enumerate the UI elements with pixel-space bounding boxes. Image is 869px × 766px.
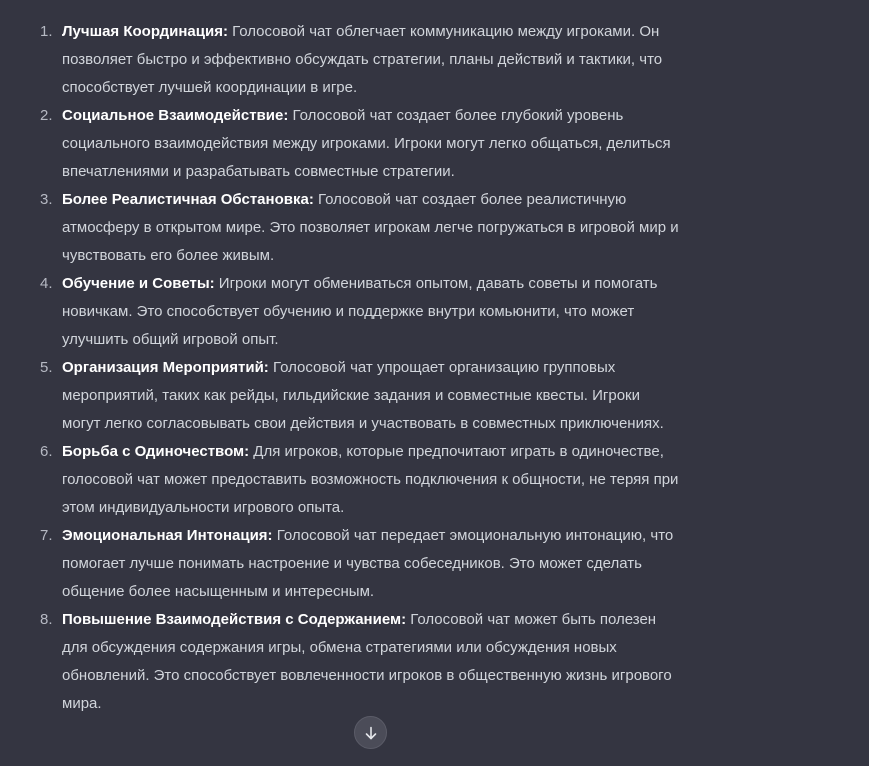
item-title: Социальное Взаимодействие: — [62, 107, 289, 124]
scroll-to-bottom-button[interactable] — [354, 716, 387, 749]
item-text: Голосовой чат создает более глубокий уровень социального взаимодействия между игроками. Игроки могут легко общаться, делиться впечатлениями и разрабатывать совместные стратегии. — [62, 107, 671, 180]
list-number: 5. — [40, 359, 53, 376]
list-number: 4. — [40, 275, 53, 292]
list-number: 3. — [40, 191, 53, 208]
item-text: Голосовой чат облегчает коммуникацию между игроками. Он позволяет быстро и эффективно обсуждать стратегии, планы действий и тактики, что способствует лучшей координации в игре. — [62, 23, 663, 96]
list-number: 7. — [40, 527, 53, 544]
item-text: Голосовой чат создает более реалистичную атмосферу в открытом мире. Это позволяет игрокам легче погружаться в игровой мир и чувствовать его более живым. — [62, 191, 679, 264]
item-text: Игроки могут обмениваться опытом, давать советы и помогать новичкам. Это способствует обучению и поддержке внутри комьюнити, что может улучшить общий игровой опыт. — [62, 275, 658, 348]
item-text: Голосовой чат передает эмоциональную интонацию, что помогает лучше понимать настроение и чувства собеседников. Это может сделать общение более насыщенным и интересным. — [62, 527, 674, 600]
list-item — [0, 102, 869, 186]
item-text: Голосовой чат упрощает организацию групповых мероприятий, таких как рейды, гильдийские задания и совместные квесты. Игроки могут легко согласовывать свои действия и участвовать в совместных приключениях. — [62, 359, 664, 432]
item-title: Эмоциональная Интонация: — [62, 527, 273, 544]
item-text: Для игроков, которые предпочитают играть в одиночестве, голосовой чат может предоставить возможность подключения к общности, не теряя при этом индивидуальности игрового опыта. — [62, 443, 679, 516]
assistant-message — [0, 18, 869, 718]
item-title: Более Реалистичная Обстановка: — [62, 191, 314, 208]
item-title: Лучшая Координация: — [62, 23, 228, 40]
item-title: Обучение и Советы: — [62, 275, 215, 292]
list-number: 2. — [40, 107, 53, 124]
item-title: Борьба с Одиночеством: — [62, 443, 250, 460]
numbered-list — [0, 18, 869, 718]
item-text: Голосовой чат может быть полезен для обсуждения содержания игры, обмена стратегиями или обсуждения новых обновлений. Это способствует вовлеченности игроков в общественную жизнь игрового мира. — [62, 611, 672, 712]
list-item — [0, 438, 869, 522]
item-title: Организация Мероприятий: — [62, 359, 269, 376]
list-item — [0, 270, 869, 354]
list-item — [0, 18, 869, 102]
item-title: Повышение Взаимодействия с Содержанием: — [62, 611, 407, 628]
list-number: 6. — [40, 443, 53, 460]
list-item — [0, 354, 869, 438]
list-item — [0, 522, 869, 606]
list-item — [0, 186, 869, 270]
list-item — [0, 606, 869, 718]
list-number: 8. — [40, 611, 53, 628]
arrow-down-icon — [363, 725, 379, 741]
list-number: 1. — [40, 23, 53, 40]
